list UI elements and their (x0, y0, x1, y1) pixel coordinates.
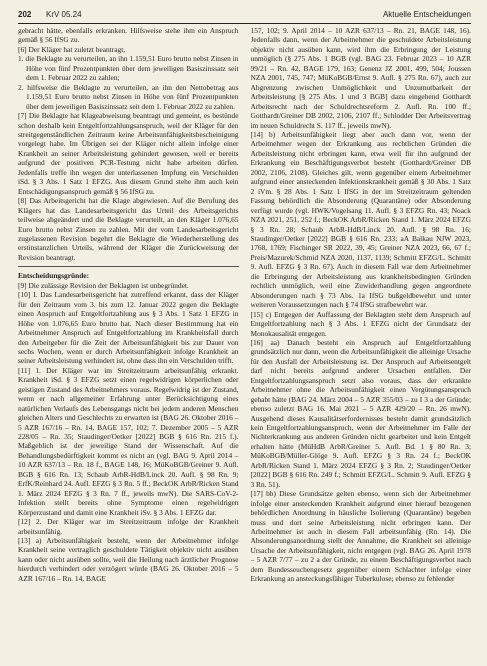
paragraph: 157, 102; 9. April 2014 – 10 AZR 637/13 – Rn. 21, BAGE 148, 16). Jedenfalls dann, wenn der Arbeitnehmer die geschuldete Arbeitsleistung objektiv nicht ausüben kann, wird ihm die Erbringung der Leistung unmöglich (§ 275 Abs. 1 BGB (vgl. BAG 23. Februar 2023 – 10 AZR 99/21 – Rn. 42, BAGE 179, 163; Genenz JZ 2001, 499, 504; Joussen NZA 2001, 745, 747; MüKoBGB/Ernst 9. Aufl. § 275 Rn. 67), auch zur Abgrenzung zwischen Unmöglichkeit und Unzumutbarkeit der Arbeitsleistung [§ 275 Abs. 1 und 3 BGB] dazu eingehend Gotthardt Arbeitsrecht nach der Schuldrechtsreform 2. Aufl. Rn. 100 ff.; Gotthardt/Greiner DB 2002, 2106, 2107 ff.; Schlodder Der Arbeitsvertrag im neuen Schuldrecht S. 117 ff., jeweils mwN). (250, 26, 471, 130)
paragraph: [11] 1. Der Kläger war im Streitzeitraum arbeitsunfähig erkrankt. Krankheit iSd. § 3 EFZG setzt einen regelwidrigen körperlichen oder geistigen Zustand des Arbeitnehmers voraus. Regelwidrig ist der Zustand, wenn er nach allgemeiner Erfahrung unter Berücksichtigung eines natürlichen Verlaufs des Lebensgangs nicht bei jedem anderen Menschen gleichen Alters und Geschlechts zu erwarten ist (BAG 26. Oktober 2016 – 5 AZR 167/16 – Rn. 14, BAGE 157, 102; 7. Dezember 2005 – 5 AZR 228/05 – Rn. 35; Staudinger/Oetker [2022] BGB § 616 Rn. 215 f.). Maßgeblich ist der jeweilige Stand der Wissenschaft. Auf die Behandlungsbedürftigkeit kommt es nicht an (vgl. BAG 9. April 2014 – 10 AZR 637/13 – Rn. 18 f., BAGE 148, 16; MüKoBGB/Greiner 9. Aufl. BGB § 616 Rn. 13; Schaub ArbR-HdB/Linck 20. Aufl. § 98 Rn. 9; ErfK/Reinhard 24. Aufl. EFZG § 3 Rn. 5 ff.; BeckOK ArbR/Ricken Stand 1. März 2024 EFZG § 3 Rn. 7 ff., jeweils mwN). Die SARS-CoV-2-Infektion stellt bereits ohne Symptome einen regelwidrigen Körperzustand und damit eine Krankheit iSv. § 3 Abs. 1 EFZG dar. (18, 365, 239, 517)
section-heading: Entscheidungsgründe: (18, 271, 90, 281)
paragraph: [17] bb) Diese Grundsätze gelten ebenso, wenn sich der Arbeitnehmer infolge einer ansteckenden Krankheit aufgrund einer hierauf bezogenen behördlichen Anordnung in häusliche Isolierung (Quarantäne) begeben muss und dort seine Arbeitsleistung nicht erbringen kann. Der Arbeitnehmer ist auch in diesem Fall arbeitsunfähig (Rn. 14). Die Absonderungsanordnung stellt der Annahme, die Krankheit sei alleinige Ursache der Arbeitsunfähigkeit, nicht entgegen (vgl. BAG 26. April 1978 – 5 AZR 7/77 – zu 2 a der Gründe, zu einem Beschäftigungsverbot nach dem Bundesseuchengesetz gegenüber einem Schlachter infolge einer Erkrankung an ansteckungsfähiger Tuberkulose; ebenso zu fehlender (250, 489, 471, 584)
paragraph: [7] Die Beklagte hat Klageabweisung beantragt und gemeint, es bestünde schon deshalb kein Entgeltfortzahlungsanspruch, weil der Kläger für den streitgegenständlichen Zeitraum keine Arbeitsunfähigkeitsbescheinigung vorgelegt habe. Im Übrigen sei der Kläger nicht allein infolge einer Krankheit an seiner Arbeitsleistung gehindert gewesen, weil er bereits aufgrund der positiven PCR-Testung nicht habe arbeiten dürfen. Jedenfalls treffe ihn wegen der unterlassenen Impfung ein Verschulden iSd. § 3 Abs. 1 Satz 1 EFZG. Aus diesem Grund stehe ihm auch kein Entschädigungsanspruch gemäß § 56 IfSG zu. (18, 111, 239, 196)
paragraph: [9] Die zulässige Revision der Beklagten ist unbegründet. (18, 280, 189, 290)
left-column (18, 26, 239, 660)
paragraph: [8] Das Arbeitsgericht hat die Klage abgewiesen. Auf die Berufung des Klägers hat das Landesarbeitsgericht das Urteil des Arbeitsgerichts teilweise abgeändert und die Beklagte verurteilt, an den Kläger 1.076,65 Euro brutto nebst Zinsen zu zahlen. Mit der vom Landesarbeitsgericht zugelassenen Revision begehrt die Beklagte die Wiederherstellung des erstinstanzlichen Urteils, während der Kläger die Zurückweisung der Revision beantragt. (18, 196, 239, 262)
page-number: 202 (18, 10, 32, 19)
paragraph: [6] Der Kläger hat zuletzt beantragt, (18, 44, 126, 54)
paragraph: [15] c) Entgegen der Auffassung der Beklagten steht dem Anspruch auf Entgeltfortzahlung nach § 3 Abs. 1 EFZG nicht der Grundsatz der Monokausalität entgegen. (250, 309, 471, 338)
paragraph: [14] b) Arbeitsunfähigkeit liegt aber auch dann vor, wenn der Arbeitnehmer wegen der Erkrankung aus rechtlichen Gründen die Arbeitsleistung nicht erbringen kann, etwa weil für ihn aufgrund der Erkrankung ein Beschäftigungsverbot besteht (Gotthardt/Greiner DB 2002, 2106, 2108). Gleiches gilt, wenn gegenüber einem Arbeitnehmer aufgrund einer ansteckenden Infektionskrankheit gemäß § 30 Abs. 1 Satz 2 iVm. § 28 Abs. 1 Satz 1 IfSG in der im Streitzeitraum geltenden Fassung behördlich die Absonderung (Quarantäne) oder Absonderung verfügt wurde (vgl. HWK/Vogelsang 11. Aufl. § 3 EFZG Rn. 43; Noack NZA 2021, 251, 252 f.; BeckOK ArbR/Ricken Stand 1. März 2024 EFZG § 3 Rn. 28; Schaub ArbR-HdB/Linck 20. Aufl. § 98 Rn. 16; Staudinger/Oetker [2022] BGB § 616 Rn. 233; aA Balkau NJW 2023, 1768, 1769; Fischinger SR 2022, 39, 45; Greiner NZA 2023, 66, 67 f.; Preis/Mazurek/Schmid NZA 2020, 1137, 1139; Schmitt EFZG/L. Schmitt 9. Aufl. EFZG § 3 Rn. 67). Auch in diesem Fall war dem Arbeitnehmer die Erbringung der Arbeitsleistung aus krankheitsbedingten Gründen rechtlich unmöglich, weil eine Zuwiderhandlung gegen angeordnete Absonderungen nach § 73 Abs. 1a IfSG bußgeldbewehrt und unter weiteren Voraussetzungen nach § 74 IfSG strafbewehrt war. (250, 129, 471, 310)
right-column (251, 26, 472, 660)
journal-name: KrV 05.24 (46, 10, 82, 19)
text-columns (18, 26, 471, 660)
paragraph: gebracht hätte, ebenfalls erkranken. Hilfsweise stehe ihm ein Anspruch gemäß § 56 IfSG zu. (18, 26, 239, 45)
list-item: 2. hilfsweise die Beklagte zu verurteilen, an ihn den Nettobetrag aus 1.159,51 Euro brutto nebst Zinsen in Höhe von fünf Prozentpunkten über dem jeweiligen Basiszinssatz seit dem 1. Februar 2022 zu zahlen. (18, 82, 239, 111)
paragraph: [12] 2. Der Kläger war im Streitzeitraum infolge der Krankheit arbeitsunfähig. (18, 517, 239, 536)
paragraph: [10] I. Das Landesarbeitsgericht hat zutreffend erkannt, dass der Kläger für den Zeitraum vom 3. bis zum 12. Januar 2022 gegen die Beklagte einen Anspruch auf Entgeltfortzahlung aus § 3 Abs. 1 Satz 1 EFZG in Höhe von 1.076,65 Euro brutto hat. Nach dieser Bestimmung hat ein Arbeitnehmer Anspruch auf Entgeltfortzahlung im Krankheitsfall durch den Arbeitgeber für die Zeit der Arbeitsunfähigkeit bis zur Dauer von sechs Wochen, wenn er durch Arbeitsunfähigkeit infolge Krankheit an seiner Arbeitsleistung verhindert ist, ohne dass ihn ein Verschulden trifft. (18, 290, 239, 366)
paragraph: [13] a) Arbeitsunfähigkeit besteht, wenn der Arbeitnehmer infolge Krankheit seine vertraglich geschuldete Tätigkeit objektiv nicht ausüben kann oder nicht ausüben sollte, weil die Heilung nach ärztlicher Prognose hierdurch verhindert oder verzögert würde (BAG 26. Oktober 2016 – 5 AZR 167/16 – Rn. 14, BAGE (18, 536, 239, 583)
page-header (18, 7, 471, 24)
paragraph: [16] aa) Danach besteht ein Anspruch auf Entgeltfortzahlung grundsätzlich nur dann, wenn die Arbeitsunfähigkeit die alleinige Ursache für den Ausfall der Arbeitsleistung ist. Der Anspruch auf Arbeitsentgelt darf nicht bereits aufgrund anderer Ursachen entfallen. Der Entgeltfortzahlungsanspruch setzt also voraus, dass der erkrankte Arbeitnehmer ohne die Arbeitsunfähigkeit einen Vergütungsanspruch gehabt hätte (BAG 24. März 2004 – 5 AZR 355/03 – zu I 3 a der Gründe; ebenso zuletzt BAG 16. Mai 2021 – 5 AZR 429/20 – Rn. 26 mwN). Ausgehend dieses Kausalitätserfordernisses besteht damit grundsätzlich kein Entgeltfortzahlungsanspruch, wenn der Arbeitnehmer im Falle der Nichterkrankung aus anderen Gründen nicht gearbeitet und kein Entgelt erhalten hätte (MüHdB ArbR/Greiner 5. Aufl. Bd. 1 § 80 Rn. 3; MüKoBGB/Müller-Glöge 9. Aufl. EFZG § 3 Rn. 24 f.; BeckOK ArbR/Ricken Stand 1. März 2024 EFZG § 3 Rn. 2; Staudinger/Oetker [2022] BGB § 616 Rn. 249 f.; Schmitt EFZG/L. Schmitt 9. Aufl. EFZG § 3 Rn. 51). (250, 337, 471, 489)
section-title: Aktuelle Entscheidungen (382, 10, 471, 19)
list-item: 1. die Beklagte zu verurteilen, an ihn 1.159,51 Euro brutto nebst Zinsen in Höhe von fünf Prozentpunkten über dem jeweiligen Basiszinssatz seit dem 1. Februar 2022 zu zahlen; (18, 54, 239, 83)
section-divider (18, 266, 239, 267)
